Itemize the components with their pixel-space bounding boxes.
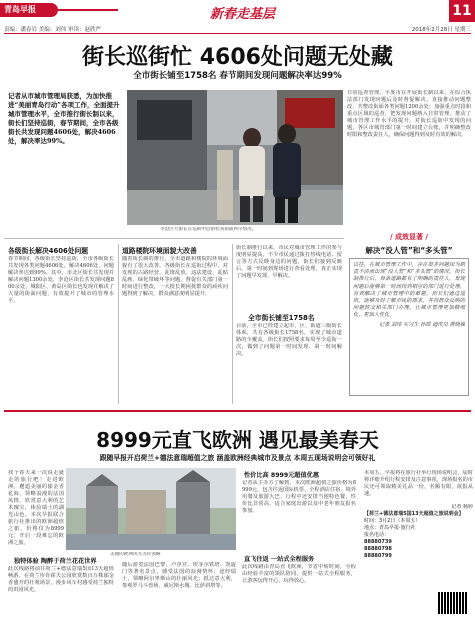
column-rule <box>232 244 233 404</box>
col1-title: 各级街长解决4606处问题 <box>8 247 89 255</box>
ad-photo-caption: 美丽的欧洲风光等你领略 <box>110 552 161 557</box>
lead-intro: 记者从市城市管理局获悉，为加快推进“美丽青岛行动”各项工作，全面提升城市管理水平，全市推行街长制以来，街长们坚持巡街，春节期间，全市各级街长共发现问题4606处，解决4606处，解决率达99%。 <box>8 92 120 145</box>
ad-col3-text: 记者从主办方了解到，本次欧洲超值之旅价格为8999元，包含往返国际机票、全程酒店住宿、境外用餐及旅游大巴，行程中还安排当地特色餐，性价比非常高，适合家庭出游以及中老年朋友报名参加。 <box>242 480 356 514</box>
col3-title: 全市街长铺至1758名 <box>248 314 315 322</box>
column-rule <box>118 244 119 404</box>
ad-intro: 找个春天来一次说走就走的旅行吧！走进欧洲，邂逅美丽的郁金香花海，领略浪漫的法国风情，欣赏意大利的艺术瑰宝，体验瑞士的湖光山色。本次早报联合旅行社推出的欧洲超值之旅，价格仅为8999元，开启一段难忘的欧洲之旅。 <box>8 470 64 546</box>
photo-caption: 李沧区大街长在巡街中沿街检查街面秩序情况。 <box>160 227 257 232</box>
section-title: 新春走基层 <box>210 7 276 22</box>
ad-col2-text: 随后游览法国巴黎、卢浮宫、埃菲尔铁塔、凯旋门等著名景点，感受法国的浪漫情怀；途经瑞士，领略阿尔卑斯山的壮丽风光；抵达意大利，参观罗马斗兽场、威尼斯水城、比萨斜塔等。 <box>122 562 236 589</box>
phone-3: 88880799 <box>364 553 392 559</box>
commentary-body <box>349 258 469 396</box>
lead-subhead: 全市街长铺至1758名 春节期间发现问题解决率达99% <box>133 71 342 81</box>
info-title: 【荷兰+德法意瑞5国13天超值之旅说明会】 <box>364 511 464 517</box>
page-number: 11 <box>449 0 475 22</box>
street-patrol-photo <box>127 90 343 225</box>
commentary-author: 记者 刘玮 实习生 孙瑶 通讯员 曹晓娣 <box>378 321 465 328</box>
header-rule <box>4 33 471 34</box>
editor-line: 责编：潘春岩 美编：刘伟 审读：赵欣严 <box>4 27 101 33</box>
story-separator <box>4 410 471 412</box>
section-divider <box>4 238 344 239</box>
lead-body-right: 日常巡查管理，平度市在开展街长制以来，在综合执法部门发现问题后及时督促解决，直接推动问题整改，共整改街面各类问题1200余处；加强重点时段和重点区域的巡查，把发现问题纳入日常管理，推动了城市管理工作水平的提升。对街长巡街中发现的问题，各区市城管部门第一时间建立台账，并明确整改时限和整改责任人，确保问题得到及时有效的解决。 <box>347 90 471 138</box>
info-place: 地点：青岛早报·旅行社 <box>364 525 416 531</box>
europe-illustration <box>66 468 236 550</box>
ad-subhead: 跟随早报开启荷兰+德法意瑞超值之旅 涵盖欧洲经典城市及景点 本周五现场说明会可领好礼 <box>99 454 376 462</box>
commentary-kicker: / 成效显著 / <box>390 233 428 241</box>
page-header <box>0 0 475 22</box>
ad-col3-title: 性价比高 8999元超值优惠 <box>244 472 320 479</box>
ad-col3-title-2: 直飞往返 一站式全程服务 <box>244 556 315 563</box>
europe-photo <box>66 468 236 550</box>
col1-text: 春节期间，各级街长坚持巡街，全市各级街长共发现各类问题4606处，解决4606处，问题解决率达到99%。其中，市北区街长共发现并解决问题1300余处，李沧区街长共发现问题800余处，城阳区、黄岛区街长也发现并解决了大量的街面问题，有效提升了城市的管理水平。 <box>8 256 114 304</box>
ad-col1-text: 此次线路将前往荷兰+德法意瑞5国13天超值畅游，在荷兰库肯霍夫公园欣赏数百万株郁金香盛开的壮观场景，漫步风车村感受荷兰独特的田园风光。 <box>8 566 114 593</box>
commentary-text: 以往，在城市管理工作中，存在很多问题因为职责不清而出现“没人管”和“多头管”的情况。街长制推行后，每条道路都有了明确的责任人，发现问题后能够第一时间找到相应的部门进行处理，有效解决了城市管理中的难题。街长们通过巡街，能够及时了解市民的需求，并将群众反映的问题转交相关部门办理，让城市管理更加精细化、更加人性化。 <box>353 262 465 319</box>
col3-text-2: 目前，全市已经建立起市、区、街道三级街长体系，共有各级街长1758名，实现了城市道路的全覆盖。街长们按照要求每周至少巡街一次，做到了问题第一时间发现、第一时间解决。 <box>236 323 342 357</box>
ad-headline: 8999元直飞欧洲 遇见最美春天 <box>96 428 379 452</box>
ad-col4-text: 本周五，早报将在旅行社举行现场说明会，届时将详细介绍行程安排及注意事项，现场报名的市民还可领取精美礼品一份，名额有限，欲报从速。 <box>364 470 473 497</box>
info-time: 时间：3月2日（本周五） <box>364 518 421 524</box>
photo-illustration <box>127 90 343 225</box>
ad-author: 记者 杨婷 <box>451 504 473 510</box>
phone-1: 88880739 <box>364 539 392 545</box>
header-divider <box>58 9 118 11</box>
commentary-box <box>347 232 471 402</box>
col2-title: 道路楼院环境面貌大改善 <box>122 247 197 255</box>
phone-2: 88880798 <box>364 546 392 552</box>
commentary-title: 解决“没人管”和“多头管” <box>365 246 453 255</box>
newspaper-brand: 青岛早报 <box>0 3 58 17</box>
info-contact: 报名电话： <box>364 532 390 538</box>
lead-headline: 街长巡街忙 4606处问题无处藏 <box>82 45 393 70</box>
ad-col3-text-2: 此次线路由青岛直飞欧洲，节省中转时间，全程由经验丰富的领队陪同，提供一站式全程服务，让游客玩得开心、玩得放心。 <box>242 564 356 584</box>
col2-text: 随着街长制的推行，全市道路和楼院的环境面貌有了很大改善。各级街长在巡街过程中，对发现的占路经营、乱堆乱放、违法建设、乱贴乱画、绿化带破坏等问题，督促有关部门第一时间进行整改，一大批长期困扰群众的顽疾问题得到了解决，群众满意度明显提升。 <box>122 256 228 297</box>
col3-text: 街长制推行以来，市民对城市管理工作的参与度明显提高，不少市民通过拨打热线电话、留言等方式反映身边的问题，街长们接到反映后，第一时间到现场进行查看处理，真正实现了问题早发现、早解决。 <box>236 245 342 279</box>
ad-col1-title: 独特体验 陶醉于荷兰花花世界 <box>14 558 97 565</box>
date-line: 2018年2月28日 星期三 <box>411 27 471 33</box>
qr-code-icon <box>438 592 468 614</box>
